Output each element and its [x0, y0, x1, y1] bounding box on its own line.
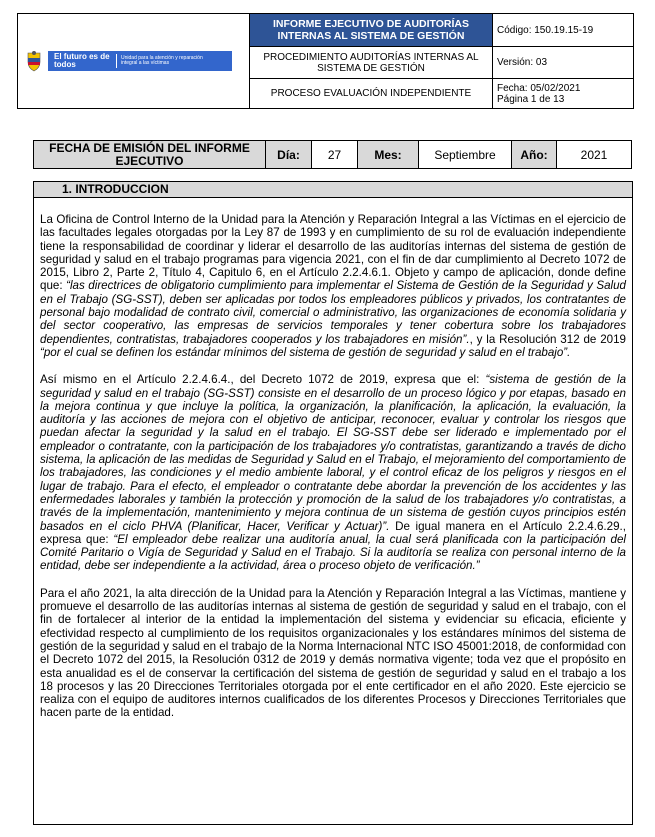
issue-date-label: FECHA DE EMISIÓN DEL INFORME EJECUTIVO: [34, 141, 266, 169]
logo-separator: [116, 54, 117, 68]
document-header: [17, 13, 634, 109]
month-value: Septiembre: [419, 141, 512, 169]
year-label: Año:: [512, 141, 557, 169]
logo-sub-text: Unidad para la atención y reparación integral a las víctimas: [121, 54, 203, 66]
paragraph-3: Para el año 2021, la alta dirección de la Unidad para la Atención y Reparación Integral a las Víctimas, mantiene y promueve el desarrollo de las auditorías internas al sistema de gestión de seguridad y salud en el trabajo, con el fin de fortalecer al interior de la entidad la implementación del sistema y evidenciar su eficacia, eficiente y efectividad respecto al cumplimiento de los requisitos organizacionales y los estándares mínimos del sistema de gestión de la seguridad y salud en el trabajo de la Norma Internacional NTC ISO 45001:2018, de conformidad con el Decreto 1072 del 2015, la Resolución 0312 de 2019 y demás normativa vigente; toda vez que el propósito en esta anualidad es el de conservar la certificación del sistema de gestión de seguridad y salud en el trabajo a los 18 procesos y las 20 Direcciones Territoriales otorgada por el ente certificador en el año 2020. Este ejercicio se realiza con el equipo de auditores internos cualificados de los diferentes Procesos y Direcciones Territoriales que hacen parte de la entidad.: [40, 586, 626, 720]
section-heading: 1. INTRODUCCION: [34, 182, 632, 198]
process-name: PROCESO EVALUACIÓN INDEPENDIENTE: [250, 79, 493, 109]
paragraph-2: [40, 373, 626, 572]
day-label: Día:: [266, 141, 312, 169]
document-version: Versión: 03: [493, 47, 634, 79]
date-page-cell: [493, 79, 634, 109]
paragraph-1-quote: “las directrices de obligatorio cumplimiento para implementar el Sistema de Gestión de la Seguridad y Salud en el Trabajo (SG-SST), deben ser aplicadas por todos los empleadores públicos y privados, los contratantes de personal bajo modalidad de contrato civil, comercial o administrativo, las organizaciones de economía solidaria y del sector cooperativo, las empresas de servicios temporales y tener cobertura sobre los trabajadores dependientes, contratistas, trabajadores cooperados y los trabajadores en misión”.: [40, 279, 626, 346]
paragraph-1-text: La Oficina de Control Interno de la Unidad para la Atención y Reparación Integral a las Víctimas en el ejercicio de las facultades legales otorgadas por la Ley 87 de 1993 y en cumplimiento de su rol de evaluación independiente tiene la responsabilidad de coordinar y liderar el desarrollo de las auditorías internas del sistema de gestión de seguridad y salud en el trabajo programas para vigencia 2021, con el fin de dar cumplimiento al Decreto 1072 de 2015, Libro 2, Parte 2, Título 4, Capitulo 6, en el Artículo 2.2.4.6.1. Objeto y campo de aplicación, donde define que:: [40, 213, 626, 293]
page-number: Página 1 de 13: [497, 93, 565, 105]
logo-cell: [18, 14, 250, 109]
issue-date-table: [33, 140, 632, 169]
document-title: INFORME EJECUTIVO DE AUDITORÍAS INTERNAS AL SISTEMA DE GESTIÓN: [250, 14, 493, 47]
paragraph-1-text-2: , y la Resolución 312 de 2019: [469, 332, 626, 346]
month-label: Mes:: [358, 141, 419, 169]
procedure-name: PROCEDIMIENTO AUDITORÍAS INTERNAS AL SISTEMA DE GESTIÓN: [250, 47, 493, 79]
paragraph-1-quote-2: “por el cual se definen los estándar mínimos del sistema de gestión de seguridad y salud en el trabajo”.: [40, 345, 571, 359]
document-date: Fecha: 05/02/2021: [497, 82, 581, 94]
year-value: 2021: [557, 141, 632, 169]
colombia-crest-icon: [24, 50, 44, 72]
paragraph-1: [40, 213, 626, 359]
paragraph-2-quote-2: “El empleador debe realizar una auditoría anual, la cual será planificada con la participación del Comité Paritario o Vigía de Seguridad y Salud en el Trabajo. Si la auditoría se realiza con personal interno de la entidad, debe ser independiente a la actividad, área o proceso objeto de verificación.”: [40, 532, 626, 573]
paragraph-2-text-2: De igual manera en el Artículo 2.2.4.6.29., expresa que:: [40, 519, 626, 546]
logo-main-text: El futuro es de todos: [54, 52, 110, 69]
government-logo: [48, 51, 232, 71]
introduction-section: [33, 181, 633, 825]
paragraph-2-text: Así mismo en el Artículo 2.2.4.6.4., del Decreto 1072 de 2019, expresa que el:: [40, 373, 486, 387]
day-value: 27: [312, 141, 358, 169]
document-code: Código: 150.19.15-19: [493, 14, 634, 47]
paragraph-2-quote: “sistema de gestión de la seguridad y salud en el trabajo (SG-SST) consiste en el desarrollo de un proceso lógico y por etapas, basado en la mejora continua y que incluye la política, la organización, la planificación, la aplicación, la evaluación, la auditoría y las acciones de mejora con el objetivo de anticipar, reconocer, evaluar y controlar los riesgos que puedan afectar la seguridad y la salud en el trabajo. El SG-SST debe ser liderado e implementado por el empleador o contratante, con la participación de los trabajadores y/o contratistas, garantizando a través de dicho sistema, la aplicación de las medidas de Seguridad y Salud en el Trabajo, el mejoramiento del comportamiento de los trabajadores, las condiciones y el medio ambiente laboral, y el control eficaz de los peligros y riesgos en el lugar de trabajo. Para el efecto, el empleador o contratante debe abordar la prevención de los accidentes y las enfermedades laborales y también la protección y promoción de la salud de los trabajadores y/o contratistas, a través de la implementación, mantenimiento y mejora continua de un sistema de gestión cuyos principios estén basados en el ciclo PHVA (Planificar, Hacer, Verificar y Actuar)”.: [40, 373, 627, 533]
